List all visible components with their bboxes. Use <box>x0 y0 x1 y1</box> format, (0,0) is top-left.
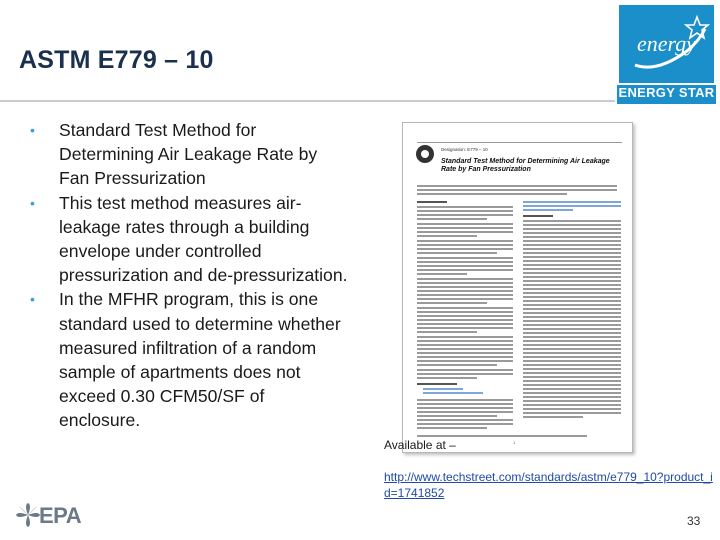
bullet-marker: • <box>30 122 35 138</box>
title-divider <box>0 100 615 102</box>
doc-body-text <box>417 185 622 440</box>
bullet-marker: • <box>30 291 35 308</box>
bullet-item <box>30 191 350 288</box>
energy-star-label: ENERGY STAR <box>618 85 715 100</box>
doc-page-mark: 1 <box>513 440 516 445</box>
bullet-item <box>30 118 350 191</box>
page-number: 33 <box>687 514 701 528</box>
slide-title: ASTM E779 – 10 <box>19 46 214 74</box>
bullet-item <box>30 287 350 432</box>
bullet-text: Standard Test Method for Determining Air Leakage Rate by Fan Pressurization <box>59 120 318 189</box>
bullet-marker: • <box>30 194 35 211</box>
standard-document-thumbnail <box>402 122 633 453</box>
bullet-list <box>30 118 350 433</box>
energy-star-logo <box>617 3 716 104</box>
bullet-text: This test method measures air-leakage rates through a building envelope under controlled pressurization and de-pressurization. <box>59 192 348 286</box>
available-label: Available at – <box>384 438 456 452</box>
energy-star-script-icon <box>617 3 716 83</box>
astm-logo <box>416 145 434 163</box>
standard-download-link[interactable]: http://www.techstreet.com/standards/astm/e779_10?product_id=1741852 <box>384 470 713 500</box>
bullet-text: In the MFHR program, this is one standard used to determine whether measured infiltration of a random sample of apartments does not exceed 0.30 CFM50/SF of enclosure. <box>59 289 341 431</box>
energy-script-text: energy <box>637 31 697 56</box>
epa-label: EPA <box>39 503 82 528</box>
doc-top-rule <box>417 142 622 143</box>
doc-designation: Designation: E779 – 10 <box>441 147 488 152</box>
doc-heading: Standard Test Method for Determining Air Leakage Rate by Fan Pressurization <box>441 158 610 173</box>
